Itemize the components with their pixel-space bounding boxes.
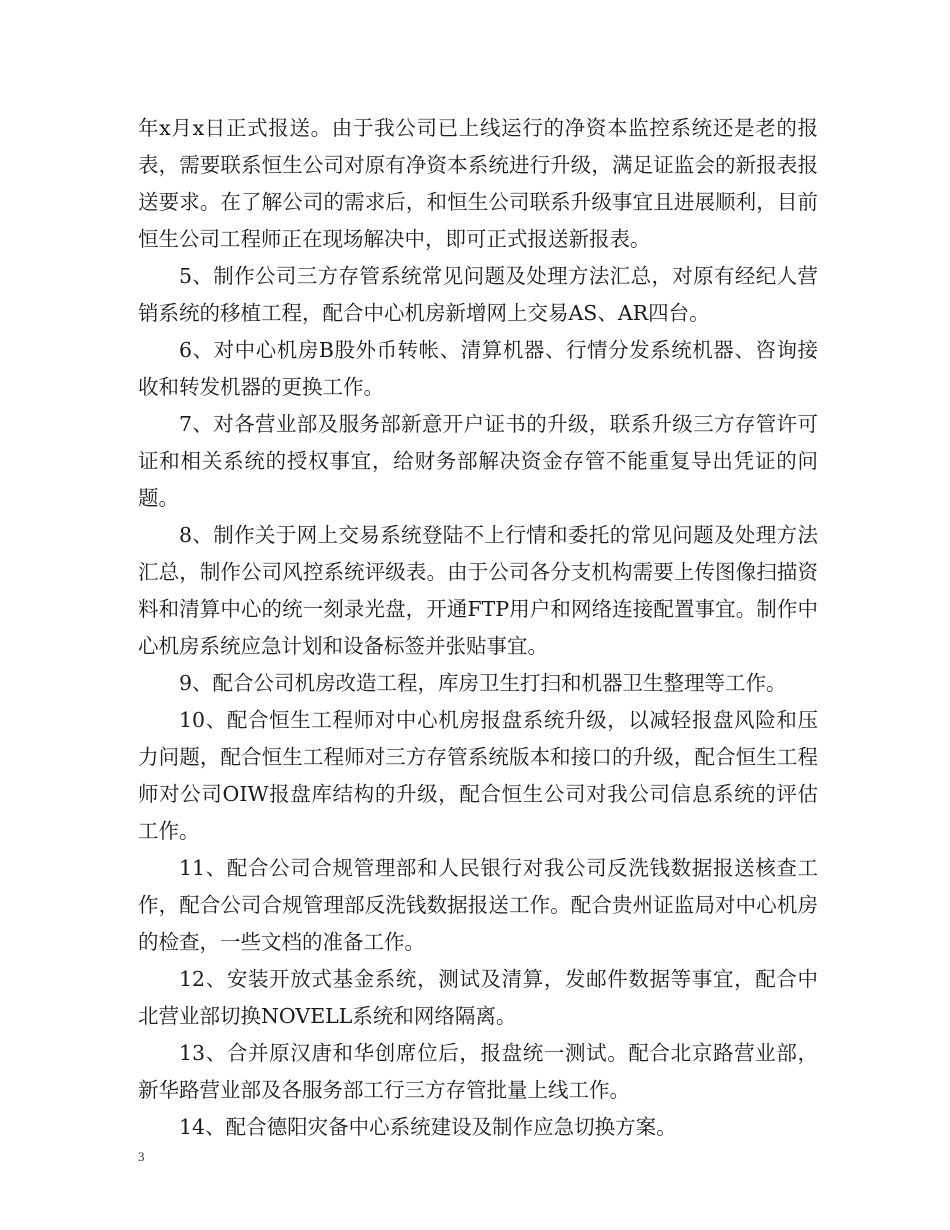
- paragraph-continuation: 年x月x日正式报送。由于我公司已上线运行的净资本监控系统还是老的报表，需要联系恒生公司对原有净资本系统进行升级，满足证监会的新报表报送要求。在了解公司的需求后，和恒生公司联系升级事宜且进展顺利，目前恒生公司工程师正在现场解决中，即可正式报送新报表。: [138, 116, 818, 251]
- paragraph-item-6: 6、对中心机房B股外币转帐、清算机器、行情分发系统机器、咨询接收和转发机器的更换工作。: [138, 338, 818, 399]
- paragraph-item-10: 10、配合恒生工程师对中心机房报盘系统升级，以减轻报盘风险和压力问题，配合恒生工程师对三方存管系统版本和接口的升级，配合恒生工程师对公司OIW报盘库结构的升级，配合恒生公司对我公司信息系统的评估工作。: [138, 708, 818, 843]
- paragraph-item-8: 8、制作关于网上交易系统登陆不上行情和委托的常见问题及处理方法汇总，制作公司风控系统评级表。由于公司各分支机构需要上传图像扫描资料和清算中心的统一刻录光盘，开通FTP用户和网络连接配置事宜。制作中心机房系统应急计划和设备标签并张贴事宜。: [138, 523, 818, 658]
- paragraph-item-7: 7、对各营业部及服务部新意开户证书的升级，联系升级三方存管许可证和相关系统的授权事宜，给财务部解决资金存管不能重复导出凭证的问题。: [138, 412, 818, 510]
- document-body: [138, 110, 818, 1146]
- page-number: 3: [138, 1149, 145, 1164]
- paragraph-item-13: 13、合并原汉唐和华创席位后，报盘统一测试。配合北京路营业部，新华路营业部及各服务部工行三方存管批量上线工作。: [138, 1041, 818, 1102]
- paragraph-item-11: 11、配合公司合规管理部和人民银行对我公司反洗钱数据报送核查工作，配合公司合规管理部反洗钱数据报送工作。配合贵州证监局对中心机房的检查，一些文档的准备工作。: [138, 856, 818, 954]
- paragraph-item-5: 5、制作公司三方存管系统常见问题及处理方法汇总，对原有经纪人营销系统的移植工程，配合中心机房新增网上交易AS、AR四台。: [138, 264, 818, 325]
- paragraph-item-14: 14、配合德阳灾备中心系统建设及制作应急切换方案。: [179, 1115, 677, 1139]
- paragraph-item-12: 12、安装开放式基金系统，测试及清算，发邮件数据等事宜，配合中北营业部切换NOVELL系统和网络隔离。: [138, 967, 818, 1028]
- paragraph-item-9: 9、配合公司机房改造工程，库房卫生打扫和机器卫生整理等工作。: [179, 671, 787, 695]
